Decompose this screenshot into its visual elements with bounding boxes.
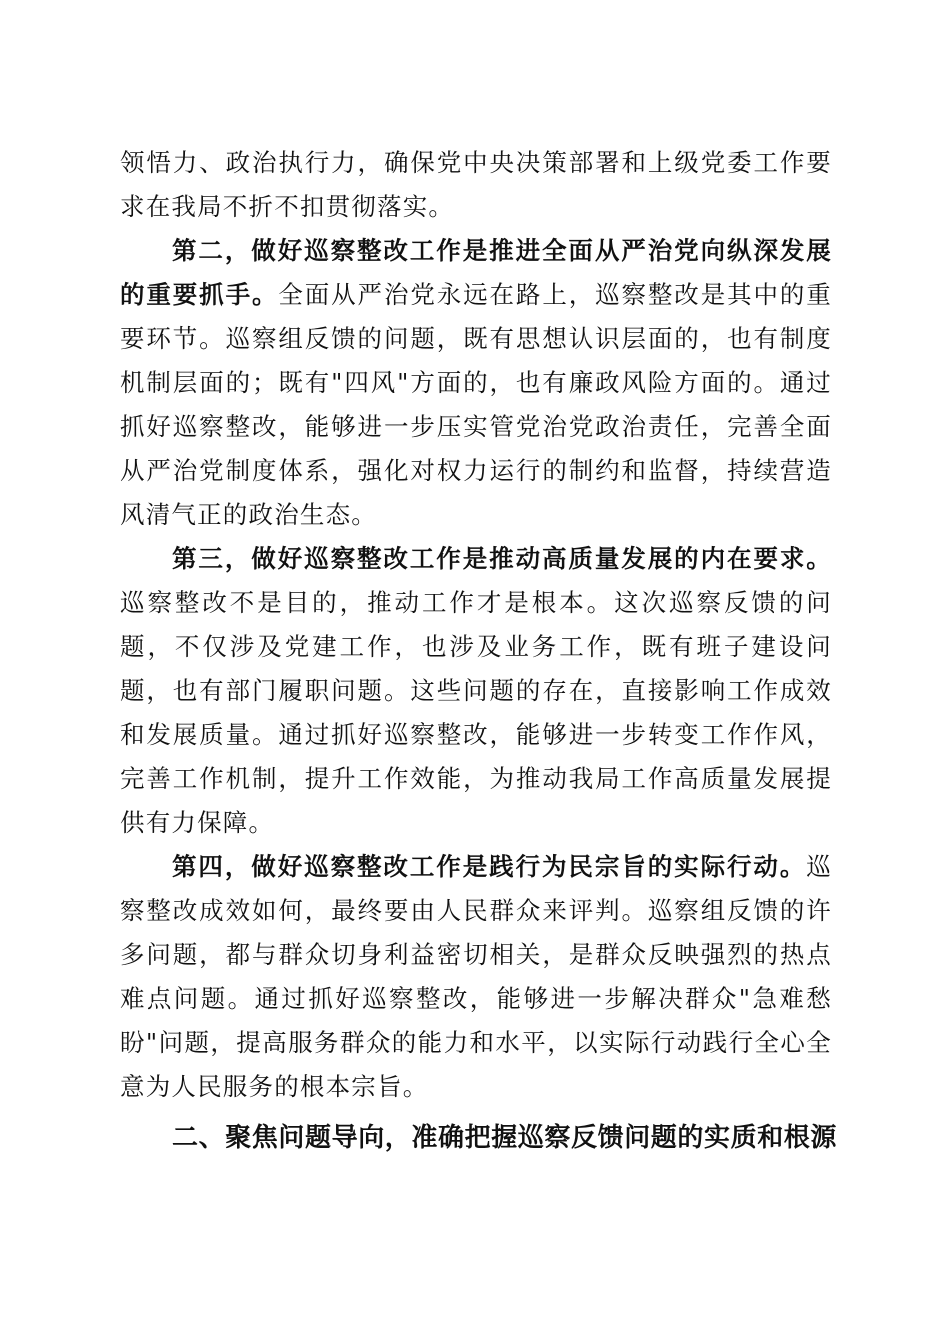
paragraph-3-text: 巡察整改不是目的，推动工作才是根本。这次巡察反馈的问题，不仅涉及党建工作，也涉及业务工作，既有班子建设问题，也有部门履职问题。这些问题的存在，直接影响工作成效和发展质量。通过抓好巡察整改，能够进一步转变工作作风，完善工作机制，提升工作效能，为推动我局工作高质量发展提供有力保障。: [120, 588, 832, 837]
document-body: [120, 141, 838, 1161]
section-heading: 二、聚焦问题导向，准确把握巡察反馈问题的实质和根源: [172, 1123, 838, 1153]
paragraph-second: [120, 229, 832, 537]
paragraph-continuation: [120, 141, 832, 229]
paragraph-fourth: [120, 845, 832, 1109]
paragraph-1-text: 领悟力、政治执行力，确保党中央决策部署和上级党委工作要求在我局不折不扣贯彻落实。: [120, 148, 832, 221]
paragraph-2-lead: 第二，做好巡察整改工作是推进全面从严治党向纵深发展的重要抓手。: [120, 236, 832, 309]
paragraph-4-text: 巡察整改成效如何，最终要由人民群众来评判。巡察组反馈的许多问题，都与群众切身利益密切相关，是群众反映强烈的热点难点问题。通过抓好巡察整改，能够进一步解决群众"急难愁盼"问题，提高服务群众的能力和水平，以实际行动践行全心全意为人民服务的根本宗旨。: [120, 852, 832, 1101]
paragraph-4-lead: 第四，做好巡察整改工作是践行为民宗旨的实际行动。: [172, 852, 807, 881]
paragraph-2-text: 全面从严治党永远在路上，巡察整改是其中的重要环节。巡察组反馈的问题，既有思想认识层面的，也有制度机制层面的；既有"四风"方面的，也有廉政风险方面的。通过抓好巡察整改，能够进一步压实管党治党政治责任，完善全面从严治党制度体系，强化对权力运行的制约和监督，持续营造风清气正的政治生态。: [120, 280, 832, 529]
paragraph-third: [120, 537, 832, 845]
paragraph-3-lead: 第三，做好巡察整改工作是推动高质量发展的内在要求。: [172, 544, 832, 573]
